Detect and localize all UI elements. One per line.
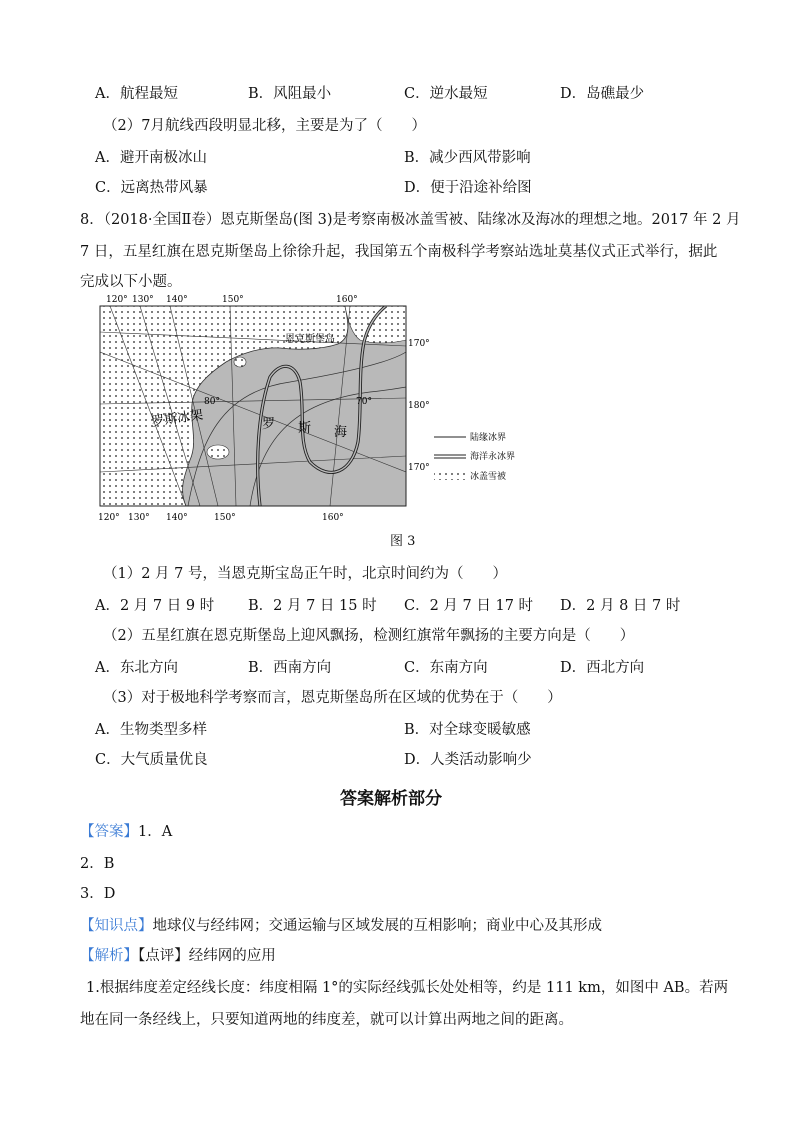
map-legend	[434, 431, 515, 482]
q7-option-c1: C．逆水最短	[404, 86, 488, 102]
right-tick-180: 180°	[408, 401, 430, 411]
right-tick-170a: 170°	[408, 339, 430, 349]
top-tick-130: 130°	[132, 295, 154, 305]
q8-subquestion-3: （3）对于极地科学考察而言，恩克斯堡岛所在区域的优势在于（ ）	[103, 690, 562, 706]
island-label: 恩克斯堡岛	[285, 334, 335, 345]
analysis-tag: 【解析】	[80, 948, 138, 964]
q8-stem-line-3: 完成以下小题。	[80, 274, 182, 290]
answer-2: 2．B	[80, 856, 115, 872]
q8-option-b3: B．对全球变暖敏感	[404, 722, 531, 738]
explanation-line-1: 1.根据纬度差定经线长度：纬度相隔 1°的实际经线弧长处处相等，约是 111 km，如图中 AB。若两	[86, 980, 729, 996]
q7-option-a2: A．避开南极冰山	[95, 150, 207, 166]
bottom-tick-130: 130°	[128, 513, 150, 523]
bottom-tick-120: 120°	[98, 513, 120, 523]
top-tick-140: 140°	[166, 295, 188, 305]
answer-1: 1．A	[138, 824, 173, 840]
q8-option-a1: A．2 月 7 日 9 时	[95, 598, 215, 614]
right-tick-170b: 170°	[408, 463, 430, 473]
q8-option-d1: D．2 月 8 日 7 时	[560, 598, 681, 614]
q7-option-b1: B．风阻最小	[248, 86, 332, 102]
q7-option-d2: D．便于沿途补给图	[404, 180, 532, 196]
bottom-tick-140: 140°	[166, 513, 188, 523]
q7-option-c2: C．远离热带风暴	[95, 180, 208, 196]
q8-subquestion-1: （1）2 月 7 号，当恩克斯宝岛正午时，北京时间约为（ ）	[103, 566, 508, 582]
sea-label-2: 斯	[298, 421, 312, 436]
knowledge-tag: 【知识点】	[80, 918, 153, 934]
small-island-2	[207, 445, 229, 459]
q8-option-c1: C．2 月 7 日 17 时	[404, 598, 534, 614]
figure-caption: 图 3	[390, 534, 416, 549]
top-tick-150: 150°	[222, 295, 244, 305]
answers-section-title: 答案解析部分	[340, 789, 442, 809]
small-island-1	[234, 357, 246, 367]
lat-label-70: 70°	[356, 397, 372, 407]
q8-stem-line-1: 8．（2018·全国Ⅱ卷）恩克斯堡岛(图 3)是考察南极冰盖雪被、陆缘冰及海冰的理想之地。2017 年 2 月	[80, 212, 741, 228]
q8-option-d3: D．人类活动影响少	[404, 752, 532, 768]
top-tick-120: 120°	[106, 295, 128, 305]
bottom-tick-150: 150°	[214, 513, 236, 523]
ice-shelf-label: 罗斯冰架	[150, 407, 205, 430]
legend-ice-cap: 冰盖雪被	[470, 472, 507, 482]
knowledge-line	[80, 914, 602, 935]
lat-label-80: 80°	[204, 397, 220, 407]
analysis-text: 【点评】经纬网的应用	[138, 948, 276, 964]
q7-option-d1: D．岛礁最少	[560, 86, 645, 102]
q8-option-a2: A．东北方向	[95, 660, 178, 676]
legend-sea-ice-edge: 海洋永冰界	[470, 452, 516, 462]
answer-line-1	[80, 820, 172, 841]
q8-stem-line-2: 7 日，五星红旗在恩克斯堡岛上徐徐升起，我国第五个南极科学考察站选址莫基仪式正式举行，据此	[80, 244, 718, 260]
bottom-tick-160: 160°	[322, 513, 344, 523]
q8-option-b1: B．2 月 7 日 15 时	[248, 598, 377, 614]
answer-tag: 【答案】	[80, 824, 138, 840]
sea-label-3: 海	[334, 425, 348, 440]
q8-option-a3: A．生物类型多样	[95, 722, 207, 738]
q8-subquestion-2: （2）五星红旗在恩克斯堡岛上迎风飘扬，检测红旗常年飘扬的主要方向是（ ）	[103, 628, 635, 644]
q7-option-a1: A．航程最短	[95, 86, 178, 102]
q7-option-b2: B．减少西风带影响	[404, 150, 531, 166]
explanation-line-2: 地在同一条经线上，只要知道两地的纬度差，就可以计算出两地之间的距离。	[80, 1012, 573, 1028]
knowledge-text: 地球仪与经纬网；交通运输与区域发展的互相影响；商业中心及其形成	[152, 918, 602, 934]
answer-3: 3．D	[80, 886, 116, 902]
analysis-line	[80, 944, 276, 965]
q8-option-c2: C．东南方向	[404, 660, 488, 676]
sea-label-1: 罗	[262, 417, 276, 432]
ross-sea-map	[90, 292, 530, 524]
top-tick-160: 160°	[336, 295, 358, 305]
legend-land-ice-edge: 陆缘冰界	[470, 433, 507, 443]
q7-subquestion-2: （2）7月航线西段明显北移，主要是为了（ ）	[103, 118, 426, 134]
q8-option-c3: C．大气质量优良	[95, 752, 208, 768]
q8-option-b2: B．西南方向	[248, 660, 332, 676]
q8-option-d2: D．西北方向	[560, 660, 645, 676]
